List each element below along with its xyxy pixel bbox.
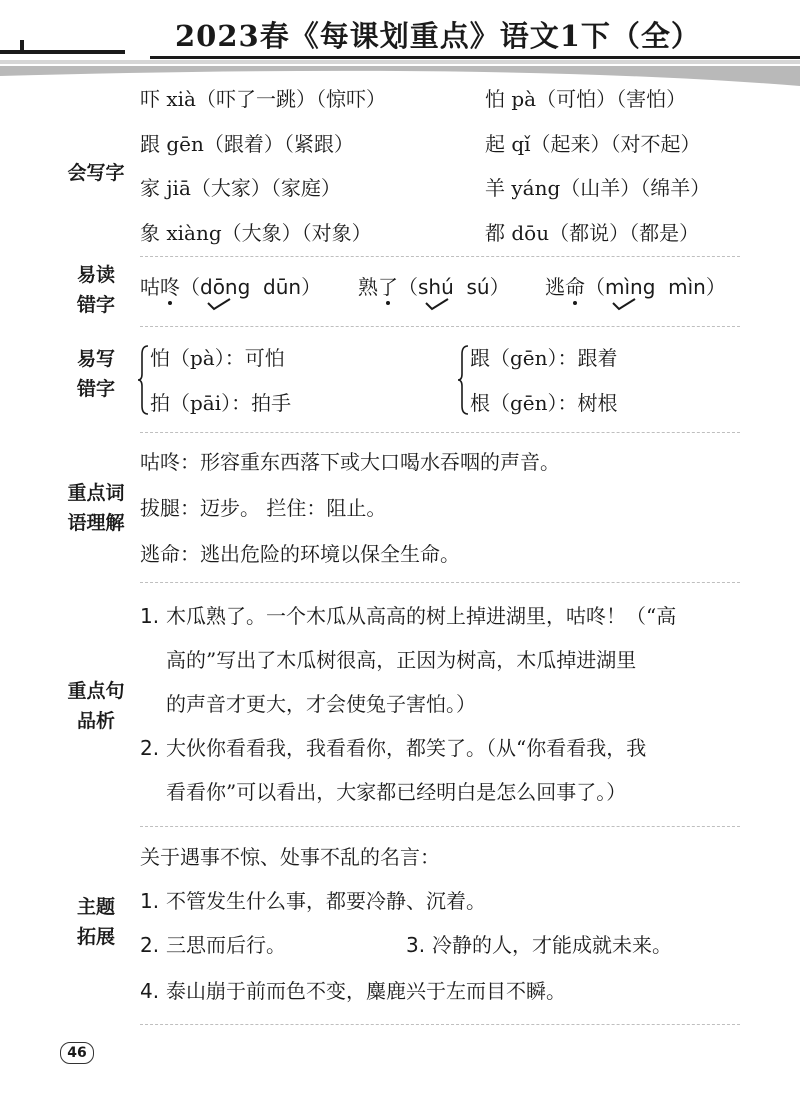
correct-pinyin: dōng (200, 275, 250, 299)
check-mark-icon (424, 297, 450, 311)
section-label-ju-pin: 重点句 品析 (67, 680, 125, 732)
ci-yu-line: 咕咚：形容重东西落下或大口喝水吞咽的声音。 (140, 450, 560, 474)
yi-du-item: 咕咚（dōng dūn） (140, 272, 321, 302)
hui-xie-zi-item: 起 qǐ（起来）（对不起） (485, 132, 701, 156)
sentence-line: 木瓜熟了。一个木瓜从高高的树上掉进湖里，咕咚！（“高 (166, 604, 677, 628)
sentence-line: 看看你”可以看出，大家都已经明白是怎么回事了。） (166, 780, 627, 804)
brace-icon (138, 344, 150, 416)
quote-text: 三思而后行。 (166, 933, 286, 957)
yi-xie-item: 怕（pà）：可怕 (150, 346, 285, 370)
ci-yu-line: 逃命：逃出危险的环境以保全生命。 (140, 542, 460, 566)
hui-xie-zi-item: 都 dōu（都说）（都是） (485, 221, 700, 245)
section-label-hui-xie-zi: 会写字 (67, 162, 125, 184)
quote-number: 3. (406, 933, 426, 957)
hui-xie-zi-item: 跟 gēn（跟着）（紧跟） (140, 132, 354, 156)
zhu-ti-intro: 关于遇事不惊、处事不乱的名言： (140, 845, 440, 869)
hui-xie-zi-item: 吓 xià（吓了一跳）（惊吓） (140, 87, 386, 111)
section-label-zhu-ti: 主题 拓展 (76, 896, 115, 948)
header-title: 2023春《每课划重点》语文1下（全） (175, 19, 701, 53)
quote-number: 1. (140, 889, 160, 913)
quote-number: 2. (140, 933, 160, 957)
hui-xie-zi-item: 羊 yáng（山羊）（绵羊） (485, 176, 711, 200)
divider (140, 432, 740, 433)
divider (140, 256, 740, 257)
hui-xie-zi-item: 象 xiàng（大象）（对象） (140, 221, 372, 245)
quote-text: 冷静的人，才能成就未来。 (432, 933, 672, 957)
quote-text: 泰山崩于前而色不变，麋鹿兴于左而目不瞬。 (166, 979, 566, 1003)
sentence-line: 大伙你看看我，我看看你，都笑了。（从“你看看我，我 (166, 736, 647, 760)
section-label-yi-du: 易读 错字 (76, 264, 115, 316)
sentence-line: 高的”写出了木瓜树很高，正因为树高，木瓜掉进湖里 (166, 648, 637, 672)
yi-du-item: 熟了（shú sú） (358, 272, 510, 302)
check-mark-icon (611, 297, 637, 311)
sentence-line: 的声音才更大，才会使兔子害怕。） (166, 692, 476, 716)
check-mark-icon (206, 297, 232, 311)
divider (140, 826, 740, 827)
yi-xie-item: 拍（pāi）：拍手 (150, 391, 292, 415)
hui-xie-zi-item: 怕 pà（可怕）（害怕） (485, 87, 687, 111)
divider (140, 326, 740, 327)
quote-number: 4. (140, 979, 160, 1003)
yi-du-item: 逃命（mìng mìn） (545, 272, 726, 302)
divider (140, 582, 740, 583)
quote-text: 不管发生什么事，都要冷静、沉着。 (166, 889, 486, 913)
sentence-number: 2. (140, 736, 160, 760)
divider (140, 1024, 740, 1025)
section-label-ci-yu: 重点词 语理解 (67, 482, 125, 534)
correct-pinyin: mìng (605, 275, 655, 299)
page-number: 46 (60, 1042, 94, 1064)
brace-icon (458, 344, 470, 416)
section-label-yi-xie: 易写 错字 (76, 348, 115, 400)
hui-xie-zi-item: 家 jiā（大家）（家庭） (140, 176, 341, 200)
sentence-number: 1. (140, 604, 160, 628)
correct-pinyin: shú (418, 275, 454, 299)
yi-xie-item: 根（gēn）：树根 (470, 391, 618, 415)
ci-yu-line: 拔腿：迈步。 拦住：阻止。 (140, 496, 387, 520)
yi-xie-item: 跟（gēn）：跟着 (470, 346, 618, 370)
